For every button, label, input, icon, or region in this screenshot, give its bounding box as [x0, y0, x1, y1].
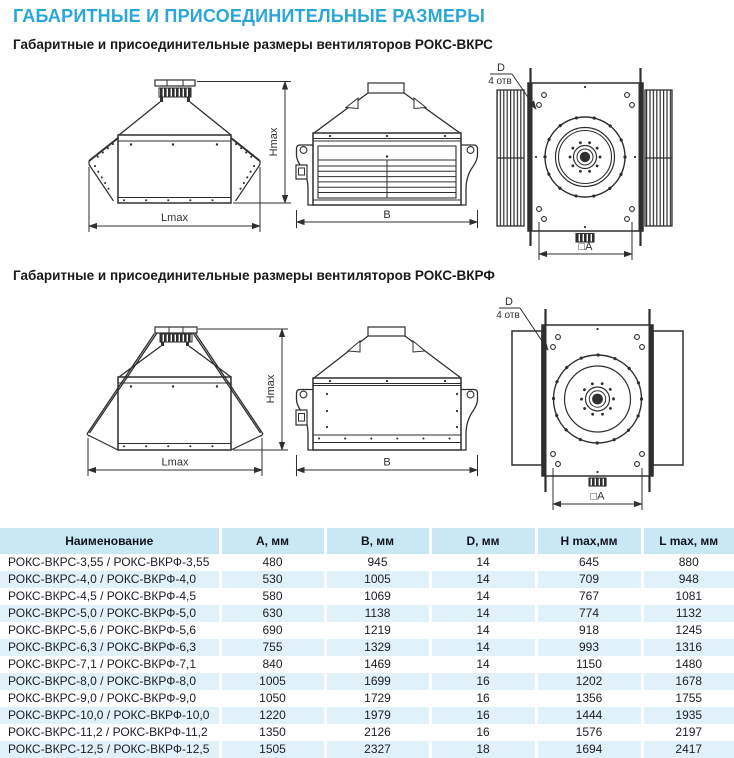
switch-box — [296, 410, 307, 425]
dimension-value-cell: 1005 — [220, 673, 325, 690]
dimension-value-cell: 1316 — [642, 639, 734, 656]
dimension-value-cell: 2197 — [642, 724, 734, 741]
side-panel-left — [512, 331, 542, 465]
fan-model-cell: РОКС-ВКРС-7,1 / РОКС-ВКРФ-7,1 — [8, 657, 197, 671]
dimension-value-cell: 1329 — [325, 639, 430, 656]
dimension-value-cell: 630 — [220, 605, 325, 622]
table-row — [0, 571, 734, 588]
dimension-value-cell: 16 — [430, 673, 536, 690]
right-bracket — [461, 145, 478, 205]
dimension-value-cell: 1069 — [325, 588, 430, 605]
b-label: B — [383, 456, 391, 469]
dimension-value-cell: 840 — [220, 656, 325, 673]
table-row — [0, 605, 734, 622]
dimension-value-cell: 1150 — [536, 656, 642, 673]
dimension-value-cell: 1132 — [642, 605, 734, 622]
dimension-value-cell: 18 — [430, 741, 536, 758]
dimension-value-cell: 1505 — [220, 741, 325, 758]
column-header: D, мм — [430, 528, 536, 554]
dimension-value-cell: 1755 — [642, 690, 734, 707]
dimension-value-cell: 1678 — [642, 673, 734, 690]
fan-model-cell: РОКС-ВКРС-6,3 / РОКС-ВКРФ-6,3 — [0, 639, 220, 656]
dimension-value-cell: 1935 — [642, 707, 734, 724]
a-label: □A — [578, 241, 593, 253]
vkrf-dimension-drawing — [0, 293, 734, 523]
dimension-value-cell: 16 — [430, 690, 536, 707]
dimension-value-cell: 14 — [430, 639, 536, 656]
fan-model-cell: РОКС-ВКРС-10,0 / РОКС-ВКРФ-10,0 — [0, 707, 220, 724]
dimension-value-cell: 1219 — [325, 622, 430, 639]
fan-model-cell: РОКС-ВКРС-5,6 / РОКС-ВКРФ-5,6 — [8, 623, 197, 637]
column-header: А, мм — [220, 528, 325, 554]
right-bracket — [461, 390, 478, 451]
dimension-value-cell: 14 — [430, 656, 536, 673]
dimension-value-cell: 580 — [220, 588, 325, 605]
d-label: D — [505, 296, 513, 308]
dimension-value-cell: 1480 — [642, 656, 734, 673]
dimension-value-cell: 2327 — [325, 741, 430, 758]
column-header: Н max,мм — [536, 528, 642, 554]
hmax-label: Hmax — [268, 127, 280, 157]
table-row — [0, 724, 734, 741]
table-row — [0, 673, 734, 690]
dimension-value-cell: 1729 — [325, 690, 430, 707]
b-label: B — [383, 209, 391, 221]
vkrs-right-flap — [231, 138, 260, 201]
dimension-value-cell: 1979 — [325, 707, 430, 724]
table-row — [0, 588, 734, 605]
dimension-value-cell: 709 — [536, 571, 642, 588]
fan-model-cell: РОКС-ВКРС-12,5 / РОКС-ВКРФ-12,5 — [0, 741, 220, 758]
accordion-panel-left — [497, 90, 524, 226]
side-panel-right — [653, 331, 683, 465]
dimension-value-cell: 1694 — [536, 741, 642, 758]
dimension-value-cell: 948 — [642, 571, 734, 588]
fan-model-cell: РОКС-ВКРС-4,0 / РОКС-ВКРФ-4,0 — [0, 571, 220, 588]
table-row — [0, 707, 734, 724]
section-title-vkrf: Габаритные и присоединительные размеры вентиляторов РОКС-ВКРФ — [13, 268, 495, 283]
dimension-value-cell: 774 — [536, 605, 642, 622]
holes-count-label: 4 отв — [488, 76, 512, 87]
table-header-row — [0, 528, 734, 554]
d-label: D — [497, 62, 505, 74]
dimension-value-cell: 1245 — [642, 622, 734, 639]
dimension-value-cell: 1699 — [325, 673, 430, 690]
fan-model-cell: РОКС-ВКРС-5,0 / РОКС-ВКРФ-5,0 — [0, 605, 220, 622]
dimension-value-cell: 1202 — [536, 673, 642, 690]
table-row — [0, 656, 734, 673]
hmax-label: Hmax — [265, 374, 277, 404]
table-body — [0, 554, 734, 758]
dimension-value-cell: 1005 — [325, 571, 430, 588]
switch-box — [296, 165, 307, 179]
vkrs-side-view — [89, 80, 291, 232]
vkrf-top-view — [496, 296, 683, 510]
page-title: ГАБАРИТНЫЕ И ПРИСОЕДИНИТЕЛЬНЫЕ РАЗМЕРЫ — [13, 6, 486, 26]
fan-model-cell: РОКС-ВКРС-8,0 / РОКС-ВКРФ-8,0 — [0, 673, 220, 690]
dimension-value-cell: 2417 — [642, 741, 734, 758]
dimension-value-cell: 767 — [536, 588, 642, 605]
dimension-value-cell: 945 — [325, 554, 430, 571]
dimension-value-cell: 14 — [430, 605, 536, 622]
b-dimension — [297, 455, 478, 476]
vkrs-front-view — [296, 83, 478, 228]
vkrf-side-view — [87, 327, 288, 476]
dimension-value-cell: 1050 — [220, 690, 325, 707]
table-row — [0, 690, 734, 707]
table-head — [0, 528, 734, 554]
dimension-value-cell: 14 — [430, 588, 536, 605]
table-row — [0, 741, 734, 758]
dimension-value-cell: 1469 — [325, 656, 430, 673]
lmax-label: Lmax — [161, 456, 189, 469]
bottom-connector — [589, 478, 606, 486]
fan-model-cell: РОКС-ВКРС-11,2 / РОКС-ВКРФ-11,2 — [8, 725, 208, 739]
dimension-value-cell: 1350 — [220, 724, 325, 741]
dimension-value-cell: 645 — [536, 554, 642, 571]
dimension-value-cell: 1138 — [325, 605, 430, 622]
fan-model-cell: РОКС-ВКРС-9,0 / РОКС-ВКРФ-9,0 — [8, 691, 197, 705]
dimension-value-cell: 14 — [430, 622, 536, 639]
dimension-value-cell: 1444 — [536, 707, 642, 724]
table-row — [0, 554, 734, 571]
dimension-value-cell: 1356 — [536, 690, 642, 707]
fan-model-cell: РОКС-ВКРС-4,5 / РОКС-ВКРФ-4,5 — [8, 589, 197, 603]
vkrf-front-view — [296, 327, 478, 476]
column-header: Наименование — [0, 528, 220, 554]
fan-model-cell: РОКС-ВКРС-3,55 / РОКС-ВКРФ-3,55 — [8, 555, 210, 569]
dimension-value-cell: 480 — [220, 554, 325, 571]
column-header: В, мм — [325, 528, 430, 554]
a-label: □A — [590, 490, 605, 503]
dimension-value-cell: 530 — [220, 571, 325, 588]
dimension-value-cell: 16 — [430, 707, 536, 724]
lmax-label: Lmax — [161, 212, 188, 224]
dimension-value-cell: 755 — [220, 639, 325, 656]
vkrs-top-view — [488, 62, 672, 260]
dimension-value-cell: 14 — [430, 571, 536, 588]
accordion-panel-right — [645, 90, 672, 226]
dimension-value-cell: 690 — [220, 622, 325, 639]
dimension-value-cell: 1220 — [220, 707, 325, 724]
column-header: L max, мм — [642, 528, 734, 554]
vkrs-left-flap — [89, 138, 118, 201]
dimension-value-cell: 993 — [536, 639, 642, 656]
table-row — [0, 639, 734, 656]
b-dimension — [297, 209, 478, 228]
holes-count-label: 4 отв — [496, 310, 520, 321]
dimension-value-cell: 918 — [536, 622, 642, 639]
table-row — [0, 622, 734, 639]
dimension-value-cell: 14 — [430, 554, 536, 571]
dimension-value-cell: 16 — [430, 724, 536, 741]
dimensions-table — [0, 528, 734, 758]
dimension-value-cell: 1576 — [536, 724, 642, 741]
dimension-value-cell: 2126 — [325, 724, 430, 741]
vkrs-dimension-drawing — [0, 60, 734, 260]
section-title-vkrs: Габаритные и присоединительные размеры вентиляторов РОКС-ВКРС — [13, 37, 493, 52]
dimension-value-cell: 1081 — [642, 588, 734, 605]
dimension-value-cell: 880 — [642, 554, 734, 571]
